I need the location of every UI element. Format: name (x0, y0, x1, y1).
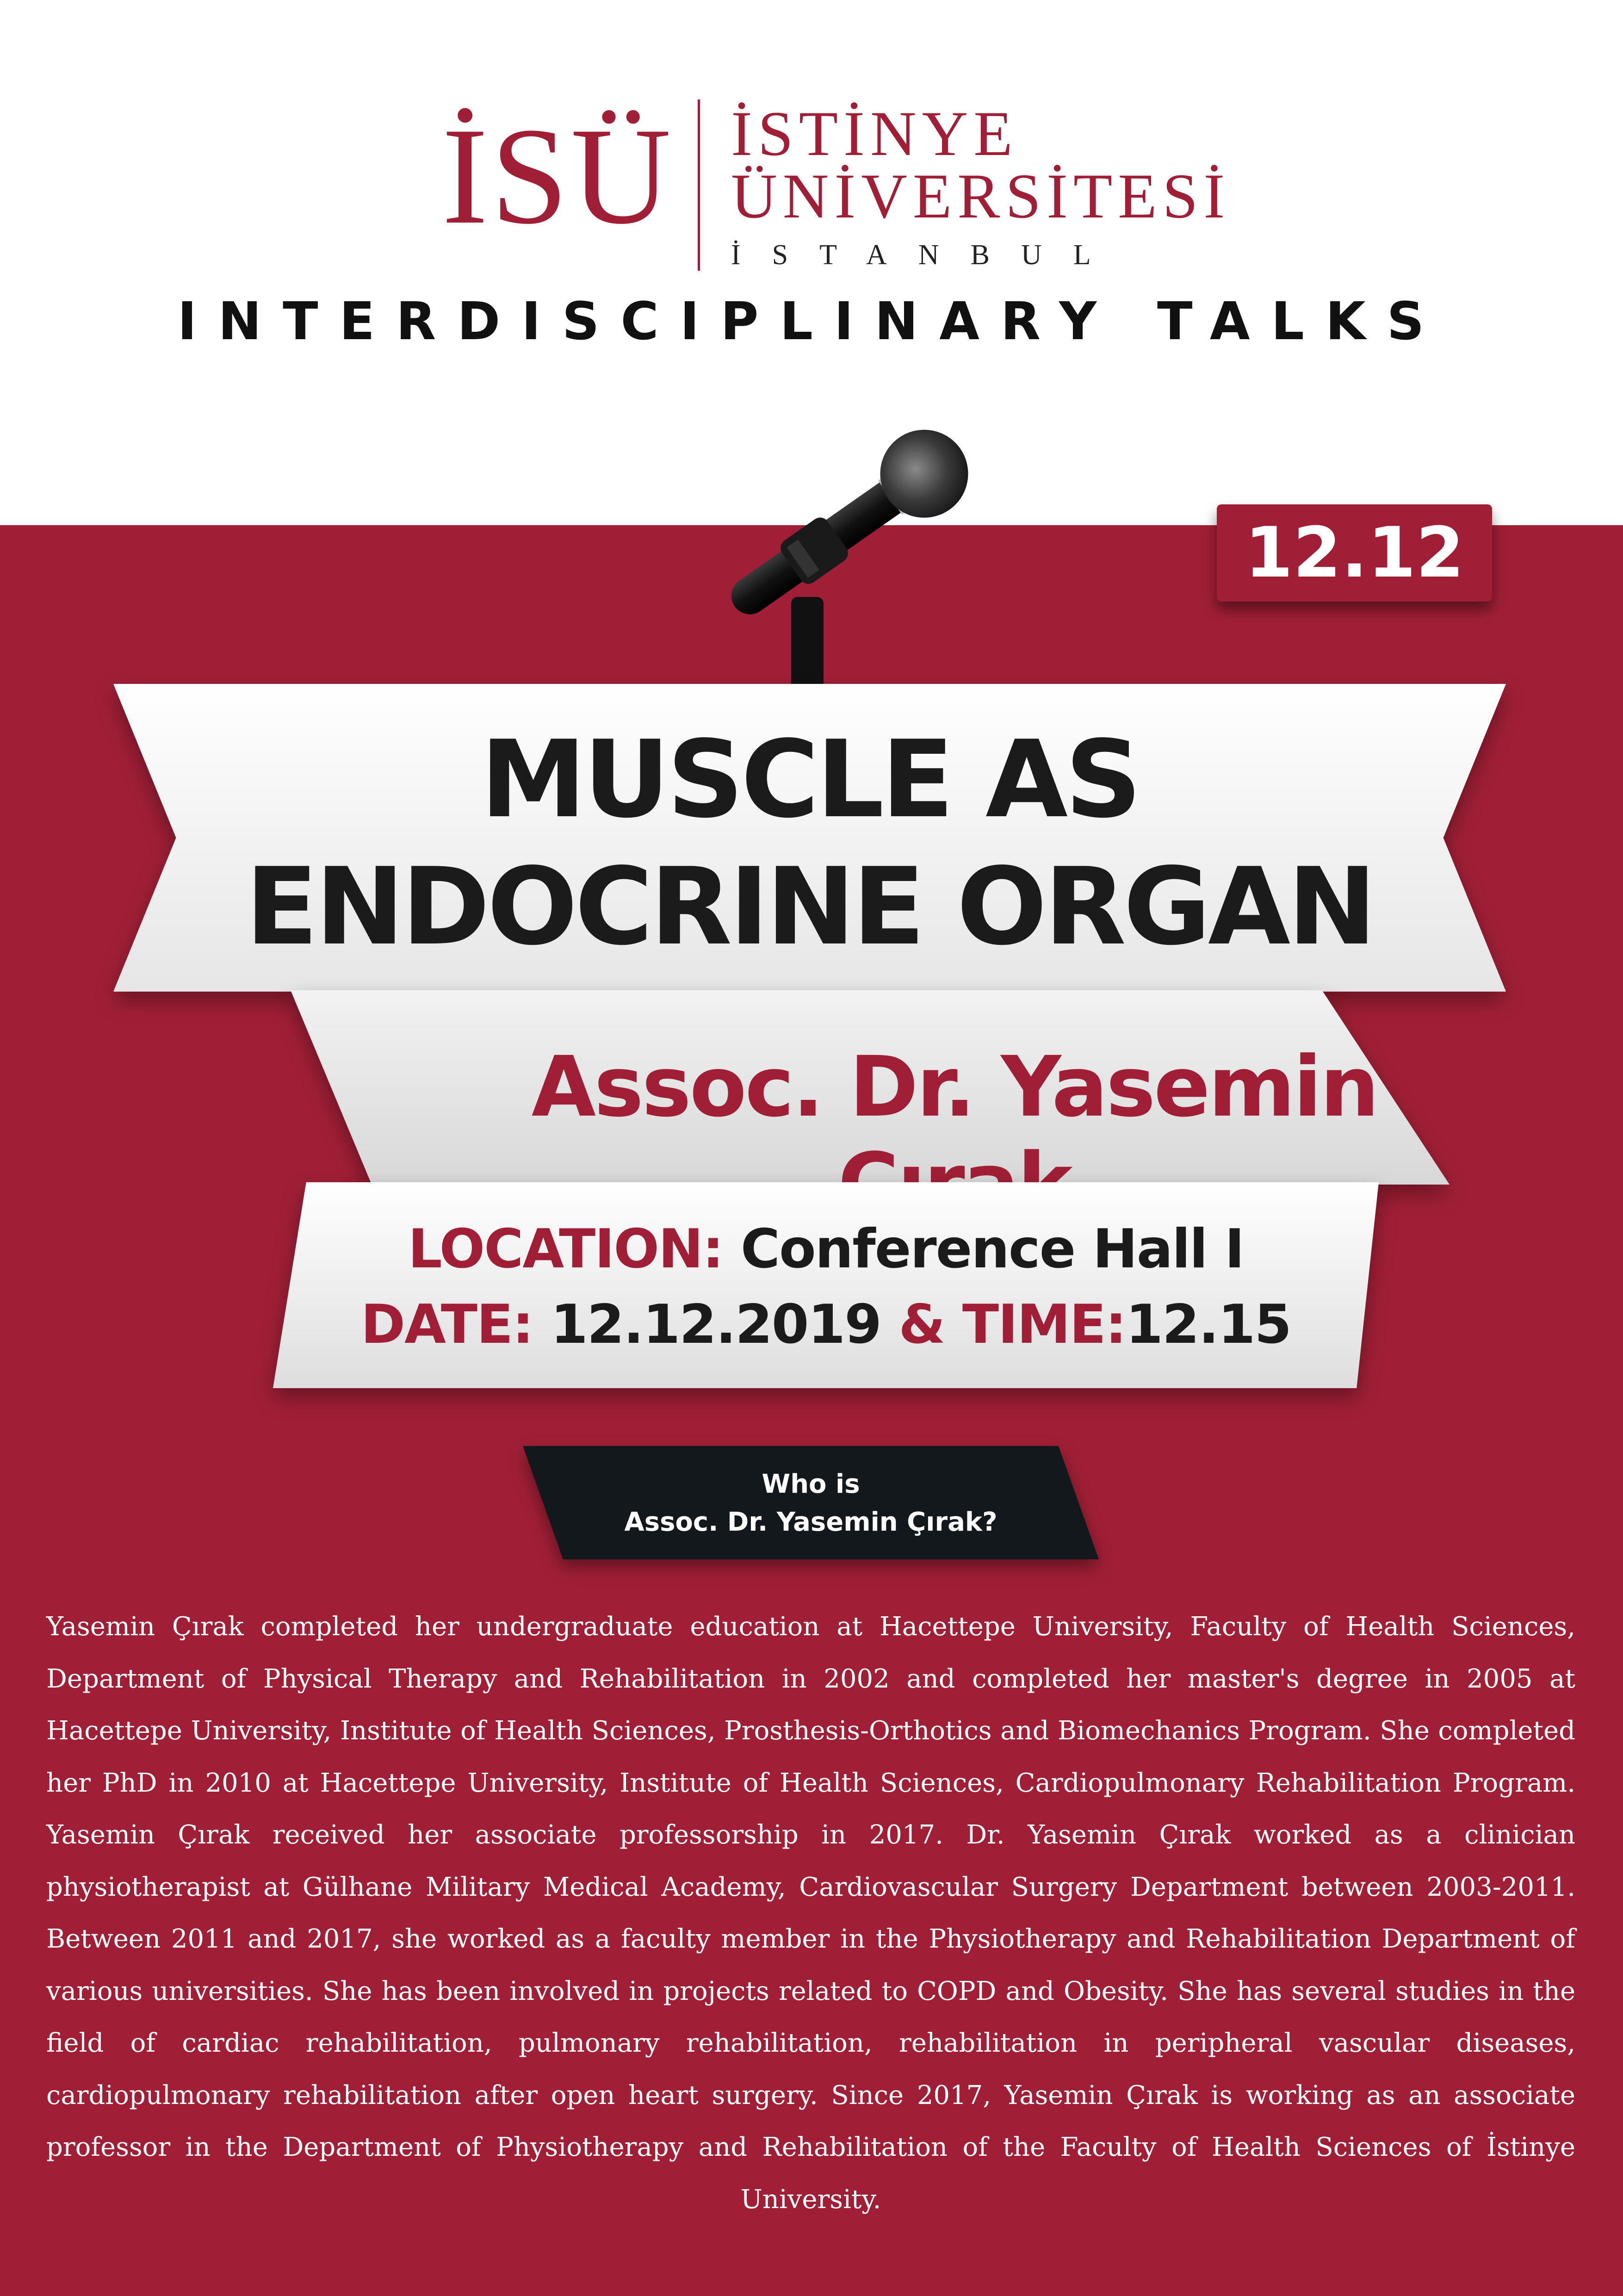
university-logo (0, 0, 1623, 287)
microphone-icon (675, 403, 1046, 689)
title-banner (113, 684, 1506, 992)
talk-title-line2: ENDOCRINE ORGAN (245, 845, 1374, 969)
logo-divider (698, 99, 700, 271)
location-value: Conference Hall I (740, 1218, 1244, 1280)
series-title: INTERDISCIPLINARY TALKS (177, 292, 1446, 352)
time-value: 12.15 (1126, 1293, 1291, 1356)
date-label: DATE: (360, 1293, 533, 1356)
location-line (273, 1217, 1379, 1282)
date-tag: 12.12 (1217, 504, 1492, 602)
who-is-box (523, 1446, 1099, 1559)
who-is-heading (523, 1465, 1099, 1541)
logo-mark: İSÜ (442, 99, 674, 253)
talk-title (113, 716, 1506, 971)
who-is-line1: Who is (762, 1469, 860, 1499)
who-is-line2: Assoc. Dr. Yasemin Çırak? (624, 1507, 997, 1537)
info-banner (273, 1182, 1379, 1388)
logo-city: İSTANBUL (731, 239, 1122, 271)
speaker-name: Assoc. Dr. Yasemin (531, 1039, 1378, 1136)
logo-name-line1: İSTİNYE (731, 98, 1018, 169)
talk-title-line1: MUSCLE AS (480, 718, 1139, 842)
speaker-banner (291, 990, 1450, 1185)
speaker-bio: Yasemin Çırak completed her undergraduate education at Hacettepe University, Faculty of Health Sciences, Department of Physical Therapy and Rehabilitation in 2002 and completed her master's degree in 2005 at Hacettepe University, Institute of Health Sciences, Prosthesis-Orthotics and Biomechanics Program. She completed her PhD in 2010 at Hacettepe University, Institute of Health Sciences, Cardiopulmonary Rehabilitation Program. Yasemin Çırak received her associate professorship in 2017. Dr. Yasemin Çırak worked as a clinician physiotherapist at Gülhane Military Medical Academy, Cardiovascular Surgery Department between 2003-2011. Between 2011 and 2017, she worked as a faculty member in the Physiotherapy and Rehabilitation Department of various universities. She has been involved in projects related to COPD and Obesity. She has several studies in the field of cardiac rehabilitation, pulmonary rehabilitation, rehabilitation in peripheral vascular diseases, cardiopulmonary rehabilitation after open heart surgery. Since 2017, Yasemin Çırak is working as an associate professor in the Department of Physiotherapy and Rehabilitation of the Faculty of Health Sciences of İstinye University. (46, 1612, 1575, 2215)
date-value: 12.12.2019 (551, 1293, 881, 1356)
logo-name-line2: ÜNİVERSİTESİ (731, 161, 1231, 231)
datetime-line (273, 1292, 1379, 1357)
location-label: LOCATION: (408, 1218, 723, 1280)
time-label: & TIME: (898, 1293, 1126, 1356)
